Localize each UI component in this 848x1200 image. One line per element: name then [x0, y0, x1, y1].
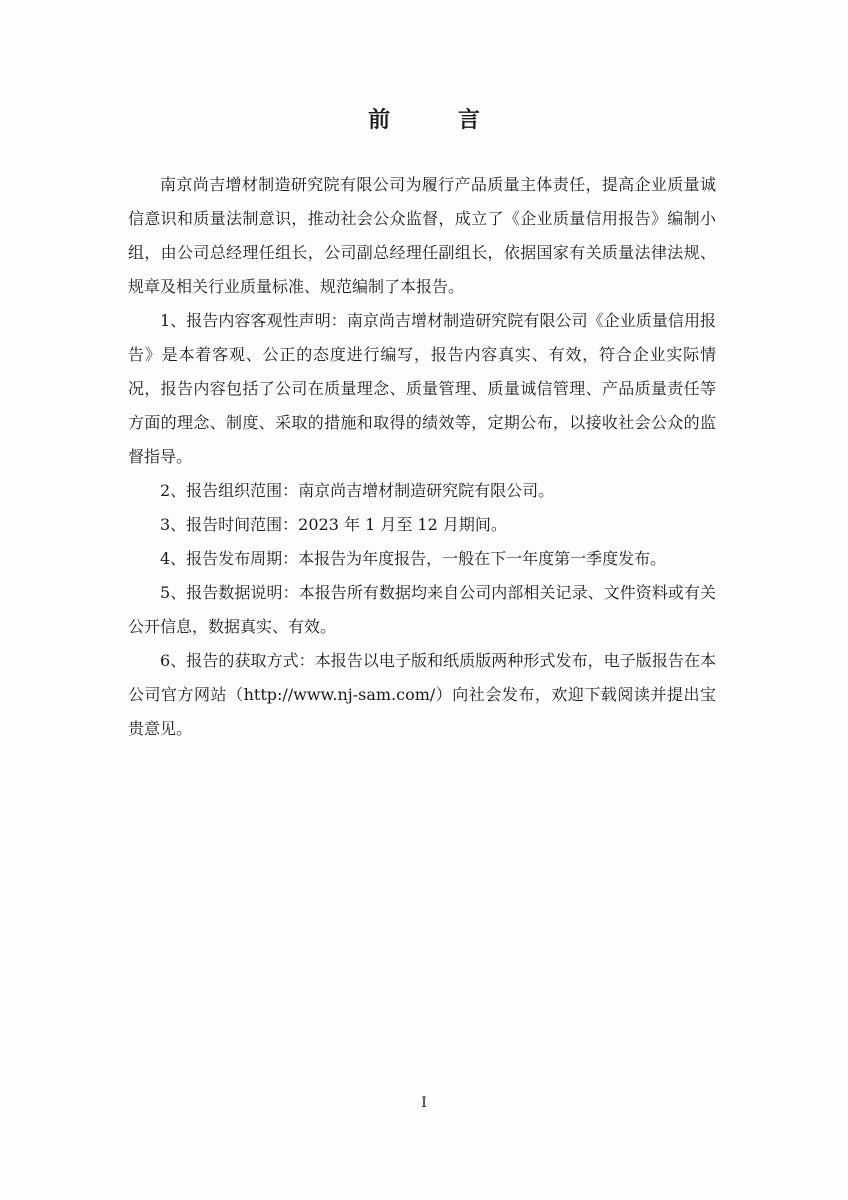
page-title: 前 言: [368, 108, 510, 133]
page-number: I: [421, 1095, 427, 1111]
statement-access: 6、报告的获取方式：本报告以电子版和纸质版两种形式发布，电子版报告在本公司官方网站（http://www.nj-sam.com/）向社会发布，欢迎下载阅读并提出宝贵意见。: [128, 651, 716, 738]
statement-time-range: 3、报告时间范围：2023 年 1 月至 12 月期间。: [160, 515, 507, 534]
statement-objectivity: 1、报告内容客观性声明：南京尚吉增材制造研究院有限公司《企业质量信用报告》是本着客观、公正的态度进行编写，报告内容真实、有效，符合企业实际情况，报告内容包括了公司在质量理念、质量管理、质量诚信管理、产品质量责任等方面的理念、制度、采取的措施和取得的绩效等，定期公布，以接收社会公众的监督指导。: [128, 311, 716, 466]
document-body: [128, 168, 716, 746]
statement-release-cycle: 4、报告发布周期：本报告为年度报告，一般在下一年度第一季度发布。: [160, 549, 667, 568]
statement-scope: 2、报告组织范围：南京尚吉增材制造研究院有限公司。: [160, 481, 555, 500]
statement-data: 5、报告数据说明：本报告所有数据均来自公司内部相关记录、文件资料或有关公开信息，数据真实、有效。: [128, 583, 716, 636]
intro-paragraph: 南京尚吉增材制造研究院有限公司为履行产品质量主体责任，提高企业质量诚信意识和质量法制意识，推动社会公众监督，成立了《企业质量信用报告》编制小组，由公司总经理任组长，公司副总经理任副组长，依据国家有关质量法律法规、规章及相关行业质量标准、规范编制了本报告。: [128, 175, 716, 296]
